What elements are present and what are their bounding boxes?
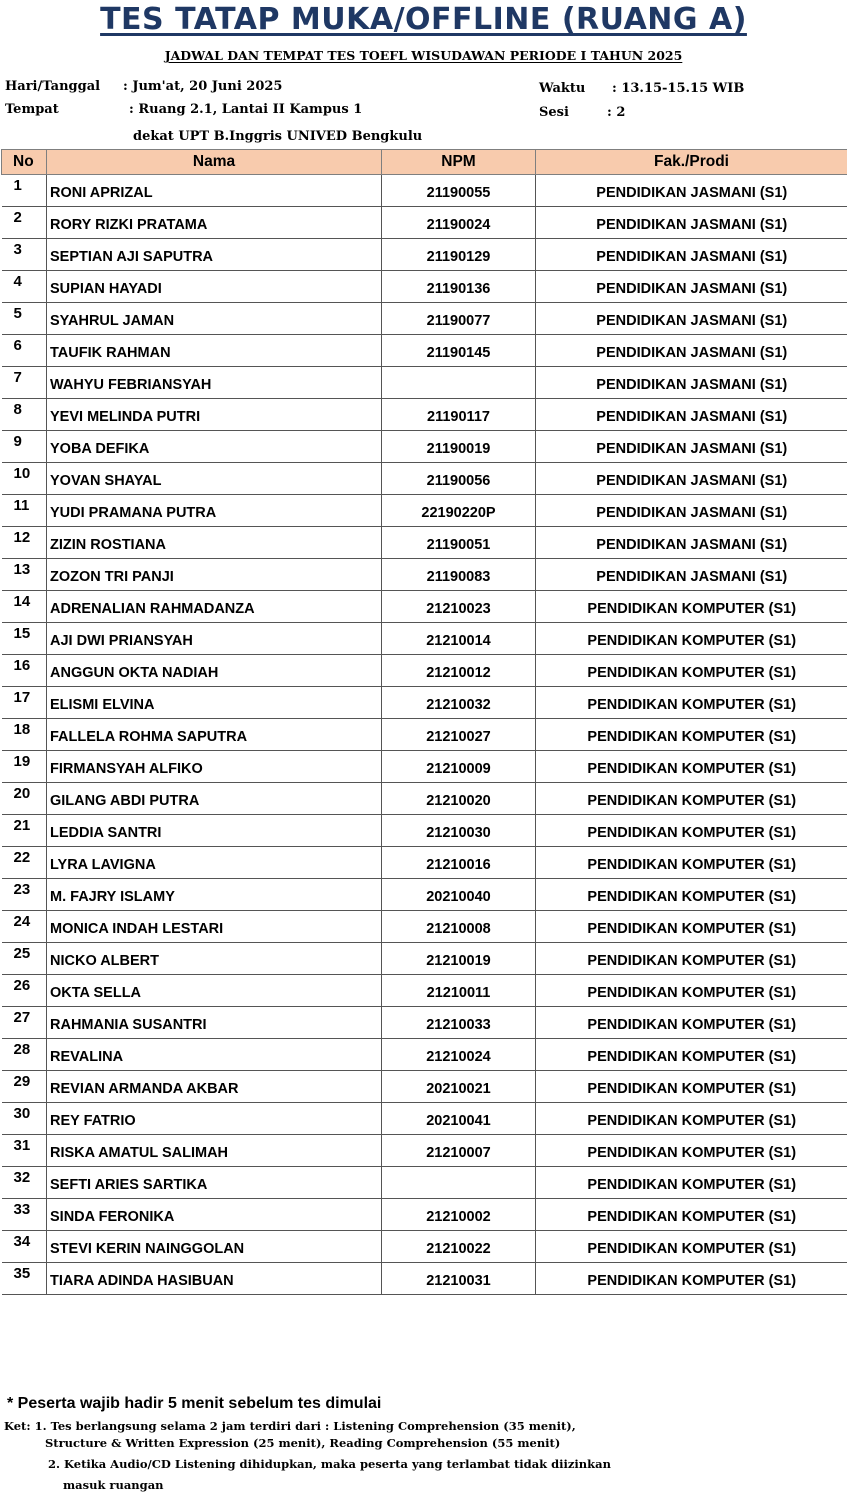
sesi-label: Sesi bbox=[539, 105, 569, 120]
table-body bbox=[2, 175, 847, 1295]
table-row bbox=[2, 783, 847, 815]
cell-prodi: PENDIDIKAN JASMANI (S1) bbox=[536, 303, 847, 335]
cell-nama: STEVI KERIN NAINGGOLAN bbox=[47, 1231, 382, 1263]
cell-nama: RONI APRIZAL bbox=[47, 175, 382, 207]
cell-no: 32 bbox=[2, 1167, 47, 1199]
participant-table bbox=[1, 149, 847, 1295]
table-row bbox=[2, 175, 847, 207]
cell-prodi: PENDIDIKAN KOMPUTER (S1) bbox=[536, 1071, 847, 1103]
cell-prodi: PENDIDIKAN KOMPUTER (S1) bbox=[536, 815, 847, 847]
cell-no: 1 bbox=[2, 175, 47, 207]
cell-prodi: PENDIDIKAN KOMPUTER (S1) bbox=[536, 1007, 847, 1039]
cell-no: 22 bbox=[2, 847, 47, 879]
cell-npm: 21210016 bbox=[382, 847, 536, 879]
cell-npm: 20210040 bbox=[382, 879, 536, 911]
table-row bbox=[2, 1199, 847, 1231]
table-row bbox=[2, 367, 847, 399]
attendance-note: * Peserta wajib hadir 5 menit sebelum tes dimulai bbox=[7, 1395, 382, 1412]
table-row bbox=[2, 239, 847, 271]
cell-npm: 20210041 bbox=[382, 1103, 536, 1135]
cell-npm: 21190077 bbox=[382, 303, 536, 335]
cell-prodi: PENDIDIKAN KOMPUTER (S1) bbox=[536, 1039, 847, 1071]
tempat-value-line2: dekat UPT B.Inggris UNIVED Bengkulu bbox=[133, 129, 423, 144]
cell-nama: REVALINA bbox=[47, 1039, 382, 1071]
cell-no: 18 bbox=[2, 719, 47, 751]
cell-nama: FALLELA ROHMA SAPUTRA bbox=[47, 719, 382, 751]
cell-no: 2 bbox=[2, 207, 47, 239]
table-row bbox=[2, 1071, 847, 1103]
table-row bbox=[2, 1007, 847, 1039]
table-row bbox=[2, 719, 847, 751]
cell-no: 26 bbox=[2, 975, 47, 1007]
table-row bbox=[2, 591, 847, 623]
cell-nama: SEFTI ARIES SARTIKA bbox=[47, 1167, 382, 1199]
cell-npm: 21210009 bbox=[382, 751, 536, 783]
cell-nama: ELISMI ELVINA bbox=[47, 687, 382, 719]
table-row bbox=[2, 1039, 847, 1071]
table-row bbox=[2, 1167, 847, 1199]
cell-npm: 22190220P bbox=[382, 495, 536, 527]
cell-no: 14 bbox=[2, 591, 47, 623]
table-row bbox=[2, 207, 847, 239]
cell-prodi: PENDIDIKAN KOMPUTER (S1) bbox=[536, 1103, 847, 1135]
cell-prodi: PENDIDIKAN KOMPUTER (S1) bbox=[536, 751, 847, 783]
header-prodi: Fak./Prodi bbox=[536, 150, 847, 175]
cell-no: 30 bbox=[2, 1103, 47, 1135]
cell-no: 16 bbox=[2, 655, 47, 687]
page-title: TES TATAP MUKA/OFFLINE (RUANG A) bbox=[100, 2, 747, 37]
cell-no: 12 bbox=[2, 527, 47, 559]
table-row bbox=[2, 527, 847, 559]
hari-label: Hari/Tanggal bbox=[5, 79, 101, 94]
cell-npm: 20210021 bbox=[382, 1071, 536, 1103]
cell-no: 4 bbox=[2, 271, 47, 303]
header-npm: NPM bbox=[382, 150, 536, 175]
cell-prodi: PENDIDIKAN KOMPUTER (S1) bbox=[536, 1167, 847, 1199]
cell-nama: YEVI MELINDA PUTRI bbox=[47, 399, 382, 431]
cell-npm: 21210020 bbox=[382, 783, 536, 815]
header-nama: Nama bbox=[47, 150, 382, 175]
cell-prodi: PENDIDIKAN JASMANI (S1) bbox=[536, 463, 847, 495]
cell-no: 33 bbox=[2, 1199, 47, 1231]
cell-no: 20 bbox=[2, 783, 47, 815]
cell-npm: 21190024 bbox=[382, 207, 536, 239]
cell-prodi: PENDIDIKAN KOMPUTER (S1) bbox=[536, 847, 847, 879]
table-row bbox=[2, 879, 847, 911]
table-row bbox=[2, 655, 847, 687]
cell-nama: REY FATRIO bbox=[47, 1103, 382, 1135]
ket-line-2: Structure & Written Expression (25 menit), Reading Comprehension (55 menit) bbox=[45, 1436, 561, 1450]
cell-nama: GILANG ABDI PUTRA bbox=[47, 783, 382, 815]
ket-line-1: Ket: 1. Tes berlangsung selama 2 jam terdiri dari : Listening Comprehension (35 menit), bbox=[4, 1419, 576, 1433]
cell-npm: 21210027 bbox=[382, 719, 536, 751]
cell-nama: ZOZON TRI PANJI bbox=[47, 559, 382, 591]
table-row bbox=[2, 495, 847, 527]
cell-no: 28 bbox=[2, 1039, 47, 1071]
cell-nama: FIRMANSYAH ALFIKO bbox=[47, 751, 382, 783]
cell-prodi: PENDIDIKAN JASMANI (S1) bbox=[536, 335, 847, 367]
table-row bbox=[2, 815, 847, 847]
cell-nama: OKTA SELLA bbox=[47, 975, 382, 1007]
cell-nama: ZIZIN ROSTIANA bbox=[47, 527, 382, 559]
cell-prodi: PENDIDIKAN KOMPUTER (S1) bbox=[536, 975, 847, 1007]
waktu-label: Waktu bbox=[539, 81, 586, 96]
table-row bbox=[2, 303, 847, 335]
cell-prodi: PENDIDIKAN JASMANI (S1) bbox=[536, 495, 847, 527]
cell-npm: 21210022 bbox=[382, 1231, 536, 1263]
cell-no: 34 bbox=[2, 1231, 47, 1263]
cell-prodi: PENDIDIKAN KOMPUTER (S1) bbox=[536, 655, 847, 687]
cell-nama: YOBA DEFIKA bbox=[47, 431, 382, 463]
cell-nama: MONICA INDAH LESTARI bbox=[47, 911, 382, 943]
cell-nama: AJI DWI PRIANSYAH bbox=[47, 623, 382, 655]
cell-no: 15 bbox=[2, 623, 47, 655]
cell-nama: REVIAN ARMANDA AKBAR bbox=[47, 1071, 382, 1103]
cell-npm: 21190056 bbox=[382, 463, 536, 495]
page-subtitle: JADWAL DAN TEMPAT TES TOEFL WISUDAWAN PERIODE I TAHUN 2025 bbox=[164, 48, 683, 63]
cell-nama: LEDDIA SANTRI bbox=[47, 815, 382, 847]
cell-prodi: PENDIDIKAN KOMPUTER (S1) bbox=[536, 1231, 847, 1263]
cell-nama: SUPIAN HAYADI bbox=[47, 271, 382, 303]
ket-line-4: masuk ruangan bbox=[63, 1478, 164, 1492]
cell-prodi: PENDIDIKAN JASMANI (S1) bbox=[536, 559, 847, 591]
cell-no: 5 bbox=[2, 303, 47, 335]
cell-no: 19 bbox=[2, 751, 47, 783]
table-row bbox=[2, 399, 847, 431]
table-row bbox=[2, 1103, 847, 1135]
hari-value: : Jum'at, 20 Juni 2025 bbox=[123, 79, 283, 94]
cell-no: 27 bbox=[2, 1007, 47, 1039]
cell-nama: RORY RIZKI PRATAMA bbox=[47, 207, 382, 239]
table-row bbox=[2, 1231, 847, 1263]
cell-nama: RISKA AMATUL SALIMAH bbox=[47, 1135, 382, 1167]
cell-npm: 21210019 bbox=[382, 943, 536, 975]
table-row bbox=[2, 1135, 847, 1167]
cell-npm: 21210008 bbox=[382, 911, 536, 943]
cell-nama: SYAHRUL JAMAN bbox=[47, 303, 382, 335]
tempat-value: : Ruang 2.1, Lantai II Kampus 1 bbox=[129, 102, 363, 117]
header-no: No bbox=[2, 150, 47, 175]
cell-npm: 21190083 bbox=[382, 559, 536, 591]
cell-prodi: PENDIDIKAN KOMPUTER (S1) bbox=[536, 1199, 847, 1231]
cell-prodi: PENDIDIKAN JASMANI (S1) bbox=[536, 207, 847, 239]
cell-npm: 21210002 bbox=[382, 1199, 536, 1231]
cell-nama: RAHMANIA SUSANTRI bbox=[47, 1007, 382, 1039]
cell-nama: LYRA LAVIGNA bbox=[47, 847, 382, 879]
cell-prodi: PENDIDIKAN KOMPUTER (S1) bbox=[536, 783, 847, 815]
table-row bbox=[2, 943, 847, 975]
cell-npm: 21190117 bbox=[382, 399, 536, 431]
cell-prodi: PENDIDIKAN JASMANI (S1) bbox=[536, 175, 847, 207]
cell-nama: ADRENALIAN RAHMADANZA bbox=[47, 591, 382, 623]
cell-no: 24 bbox=[2, 911, 47, 943]
cell-no: 25 bbox=[2, 943, 47, 975]
cell-prodi: PENDIDIKAN JASMANI (S1) bbox=[536, 271, 847, 303]
cell-nama: TIARA ADINDA HASIBUAN bbox=[47, 1263, 382, 1295]
cell-npm: 21210012 bbox=[382, 655, 536, 687]
table-row bbox=[2, 1263, 847, 1295]
cell-no: 21 bbox=[2, 815, 47, 847]
cell-nama: WAHYU FEBRIANSYAH bbox=[47, 367, 382, 399]
tempat-label: Tempat bbox=[5, 102, 59, 117]
table-header-row bbox=[2, 150, 847, 175]
cell-npm: 21190136 bbox=[382, 271, 536, 303]
cell-nama: SEPTIAN AJI SAPUTRA bbox=[47, 239, 382, 271]
cell-prodi: PENDIDIKAN KOMPUTER (S1) bbox=[536, 687, 847, 719]
cell-nama: YOVAN SHAYAL bbox=[47, 463, 382, 495]
cell-npm: 21210033 bbox=[382, 1007, 536, 1039]
cell-npm: 21210030 bbox=[382, 815, 536, 847]
cell-prodi: PENDIDIKAN KOMPUTER (S1) bbox=[536, 879, 847, 911]
table-row bbox=[2, 335, 847, 367]
cell-prodi: PENDIDIKAN JASMANI (S1) bbox=[536, 527, 847, 559]
cell-npm: 21210007 bbox=[382, 1135, 536, 1167]
cell-npm: 21190019 bbox=[382, 431, 536, 463]
cell-no: 17 bbox=[2, 687, 47, 719]
cell-no: 9 bbox=[2, 431, 47, 463]
cell-nama: M. FAJRY ISLAMY bbox=[47, 879, 382, 911]
cell-prodi: PENDIDIKAN KOMPUTER (S1) bbox=[536, 623, 847, 655]
sesi-value: : 2 bbox=[607, 105, 626, 120]
cell-npm: 21210032 bbox=[382, 687, 536, 719]
table-row bbox=[2, 559, 847, 591]
cell-no: 31 bbox=[2, 1135, 47, 1167]
table-row bbox=[2, 687, 847, 719]
cell-no: 11 bbox=[2, 495, 47, 527]
table-row bbox=[2, 975, 847, 1007]
cell-npm: 21210011 bbox=[382, 975, 536, 1007]
ket-line-3: 2. Ketika Audio/CD Listening dihidupkan, maka peserta yang terlambat tidak diizinkan bbox=[48, 1457, 611, 1471]
cell-prodi: PENDIDIKAN KOMPUTER (S1) bbox=[536, 591, 847, 623]
cell-prodi: PENDIDIKAN KOMPUTER (S1) bbox=[536, 943, 847, 975]
cell-no: 3 bbox=[2, 239, 47, 271]
cell-prodi: PENDIDIKAN KOMPUTER (S1) bbox=[536, 911, 847, 943]
cell-npm bbox=[382, 1167, 536, 1199]
cell-npm: 21190129 bbox=[382, 239, 536, 271]
table-row bbox=[2, 751, 847, 783]
table-row bbox=[2, 271, 847, 303]
cell-npm: 21210024 bbox=[382, 1039, 536, 1071]
cell-no: 10 bbox=[2, 463, 47, 495]
cell-no: 8 bbox=[2, 399, 47, 431]
cell-prodi: PENDIDIKAN KOMPUTER (S1) bbox=[536, 1263, 847, 1295]
cell-npm: 21210023 bbox=[382, 591, 536, 623]
cell-npm bbox=[382, 367, 536, 399]
cell-nama: ANGGUN OKTA NADIAH bbox=[47, 655, 382, 687]
cell-prodi: PENDIDIKAN JASMANI (S1) bbox=[536, 367, 847, 399]
cell-npm: 21210014 bbox=[382, 623, 536, 655]
cell-nama: SINDA FERONIKA bbox=[47, 1199, 382, 1231]
cell-no: 23 bbox=[2, 879, 47, 911]
table-row bbox=[2, 623, 847, 655]
cell-npm: 21190051 bbox=[382, 527, 536, 559]
table-row bbox=[2, 463, 847, 495]
cell-prodi: PENDIDIKAN KOMPUTER (S1) bbox=[536, 719, 847, 751]
cell-prodi: PENDIDIKAN JASMANI (S1) bbox=[536, 399, 847, 431]
cell-npm: 21190145 bbox=[382, 335, 536, 367]
cell-nama: TAUFIK RAHMAN bbox=[47, 335, 382, 367]
cell-no: 13 bbox=[2, 559, 47, 591]
cell-no: 6 bbox=[2, 335, 47, 367]
cell-prodi: PENDIDIKAN JASMANI (S1) bbox=[536, 431, 847, 463]
cell-npm: 21210031 bbox=[382, 1263, 536, 1295]
table-row bbox=[2, 911, 847, 943]
table-row bbox=[2, 847, 847, 879]
cell-nama: NICKO ALBERT bbox=[47, 943, 382, 975]
cell-npm: 21190055 bbox=[382, 175, 536, 207]
cell-no: 7 bbox=[2, 367, 47, 399]
waktu-value: : 13.15-15.15 WIB bbox=[612, 81, 745, 96]
cell-no: 35 bbox=[2, 1263, 47, 1295]
cell-no: 29 bbox=[2, 1071, 47, 1103]
table-row bbox=[2, 431, 847, 463]
cell-prodi: PENDIDIKAN KOMPUTER (S1) bbox=[536, 1135, 847, 1167]
cell-prodi: PENDIDIKAN JASMANI (S1) bbox=[536, 239, 847, 271]
cell-nama: YUDI PRAMANA PUTRA bbox=[47, 495, 382, 527]
